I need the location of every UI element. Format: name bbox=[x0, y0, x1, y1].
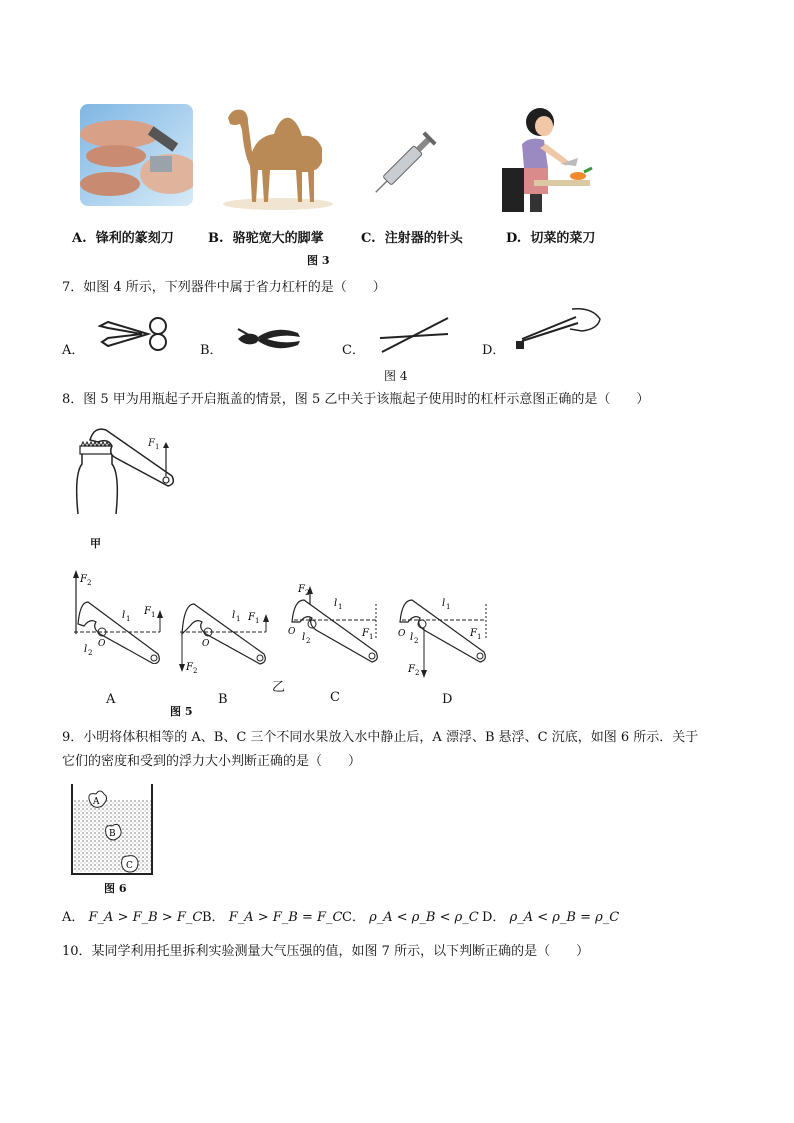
lever-diagram-a bbox=[70, 566, 170, 664]
q8-option-b: B bbox=[218, 692, 228, 707]
woman-cutting-image bbox=[500, 106, 595, 214]
svg-text:F: F bbox=[470, 628, 477, 639]
svg-text:O: O bbox=[202, 639, 210, 649]
lever-diagram-c bbox=[286, 580, 386, 666]
fig3-option-d: D. 切菜的菜刀 bbox=[506, 231, 596, 246]
jia-force-label: F bbox=[148, 438, 155, 449]
svg-text:F: F bbox=[248, 612, 255, 623]
svg-text:1: 1 bbox=[236, 615, 241, 623]
jia-label: 甲 bbox=[90, 537, 101, 550]
fig4-caption: 图 4 bbox=[384, 369, 408, 383]
carving-knife-image bbox=[80, 104, 193, 206]
svg-text:l: l bbox=[442, 598, 446, 609]
svg-text:l: l bbox=[232, 610, 236, 621]
fig3-caption: 图 3 bbox=[307, 254, 330, 267]
svg-text:1: 1 bbox=[446, 603, 451, 611]
camel-image bbox=[218, 96, 338, 211]
svg-text:F: F bbox=[80, 574, 87, 585]
svg-text:1: 1 bbox=[338, 603, 343, 611]
q7-option-c: C． bbox=[342, 343, 365, 358]
lever-diagram-d bbox=[394, 594, 494, 680]
q8-option-c: C bbox=[330, 690, 340, 705]
beaker-image bbox=[66, 780, 158, 878]
bottle-opener-scene bbox=[68, 424, 178, 520]
q9-stem-line1: 9．小明将体积相等的 A、B、C 三个不同水果放入水中静止后，A 漂浮、B 悬浮、C 沉底，如图 6 所示．关于 bbox=[62, 730, 699, 745]
q8-option-d: D bbox=[442, 692, 453, 707]
svg-text:1: 1 bbox=[369, 633, 374, 641]
fruit-c bbox=[122, 856, 138, 872]
tweezers-image bbox=[512, 305, 604, 355]
svg-text:F: F bbox=[362, 628, 369, 639]
pliers-image bbox=[236, 325, 306, 353]
svg-text:F: F bbox=[186, 662, 193, 673]
fig6-caption: 图 6 bbox=[104, 882, 127, 895]
lever-diagram-b bbox=[178, 594, 278, 674]
svg-text:2: 2 bbox=[415, 669, 420, 677]
svg-text:F: F bbox=[408, 664, 415, 675]
fig3-option-b: B. 骆驼宽大的脚掌 bbox=[208, 231, 324, 246]
svg-text:l: l bbox=[122, 610, 126, 621]
svg-text:A: A bbox=[93, 797, 100, 807]
svg-text:1: 1 bbox=[126, 615, 131, 623]
svg-text:l: l bbox=[334, 598, 338, 609]
svg-text:l: l bbox=[410, 632, 414, 643]
svg-text:O: O bbox=[98, 639, 106, 649]
svg-text:2: 2 bbox=[87, 579, 92, 587]
scissors-clamp-image bbox=[98, 316, 170, 352]
fig3-option-a: A. 锋利的篆刻刀 bbox=[72, 231, 174, 246]
q7-stem: 7．如图 4 所示，下列器件中属于省力杠杆的是（ ） bbox=[62, 280, 386, 295]
q9-stem-line2: 它们的密度和受到的浮力大小判断正确的是（ ） bbox=[62, 754, 362, 769]
svg-text:1: 1 bbox=[155, 443, 160, 451]
svg-text:C: C bbox=[126, 861, 133, 871]
syringe-image bbox=[370, 120, 448, 198]
svg-text:F: F bbox=[144, 606, 151, 617]
yi-label: 乙 bbox=[272, 680, 286, 695]
q10-stem: 10．某同学利用托里拆利实验测量大气压强的值，如图 7 所示，以下判断正确的是（ ） bbox=[62, 944, 590, 959]
svg-text:B: B bbox=[109, 829, 116, 839]
q9-option-a: A． F_A > F_B > F_C bbox=[62, 910, 203, 925]
q8-stem: 8．图 5 甲为用瓶起子开启瓶盖的情景，图 5 乙中关于该瓶起子使用时的杠杆示意图正确的是（ ） bbox=[62, 392, 650, 407]
q7-option-d: D． bbox=[482, 343, 506, 358]
svg-text:2: 2 bbox=[88, 649, 93, 657]
svg-text:F: F bbox=[298, 584, 305, 595]
q7-option-a: A． bbox=[62, 343, 85, 358]
fruit-b bbox=[106, 824, 122, 840]
svg-text:2: 2 bbox=[306, 637, 311, 645]
svg-text:O: O bbox=[288, 627, 296, 637]
svg-text:l: l bbox=[84, 644, 88, 655]
svg-text:1: 1 bbox=[255, 617, 260, 625]
svg-text:2: 2 bbox=[193, 667, 198, 674]
svg-text:1: 1 bbox=[151, 611, 156, 619]
q9-option-d: D． ρ_A < ρ_B = ρ_C bbox=[482, 910, 620, 925]
q9-option-b: B． F_A > F_B = F_C bbox=[202, 910, 343, 925]
svg-text:2: 2 bbox=[414, 637, 419, 645]
svg-text:2: 2 bbox=[305, 589, 310, 597]
svg-text:1: 1 bbox=[477, 633, 482, 641]
q7-option-b: B． bbox=[200, 343, 223, 358]
q8-option-a: A bbox=[106, 692, 116, 707]
chopsticks-image bbox=[378, 314, 450, 354]
svg-text:l: l bbox=[302, 632, 306, 643]
q9-option-c: C． ρ_A < ρ_B < ρ_C bbox=[342, 910, 479, 925]
fig5-caption: 图 5 bbox=[170, 705, 193, 718]
fig3-option-c: C. 注射器的针头 bbox=[361, 231, 463, 246]
svg-text:O: O bbox=[398, 629, 406, 639]
